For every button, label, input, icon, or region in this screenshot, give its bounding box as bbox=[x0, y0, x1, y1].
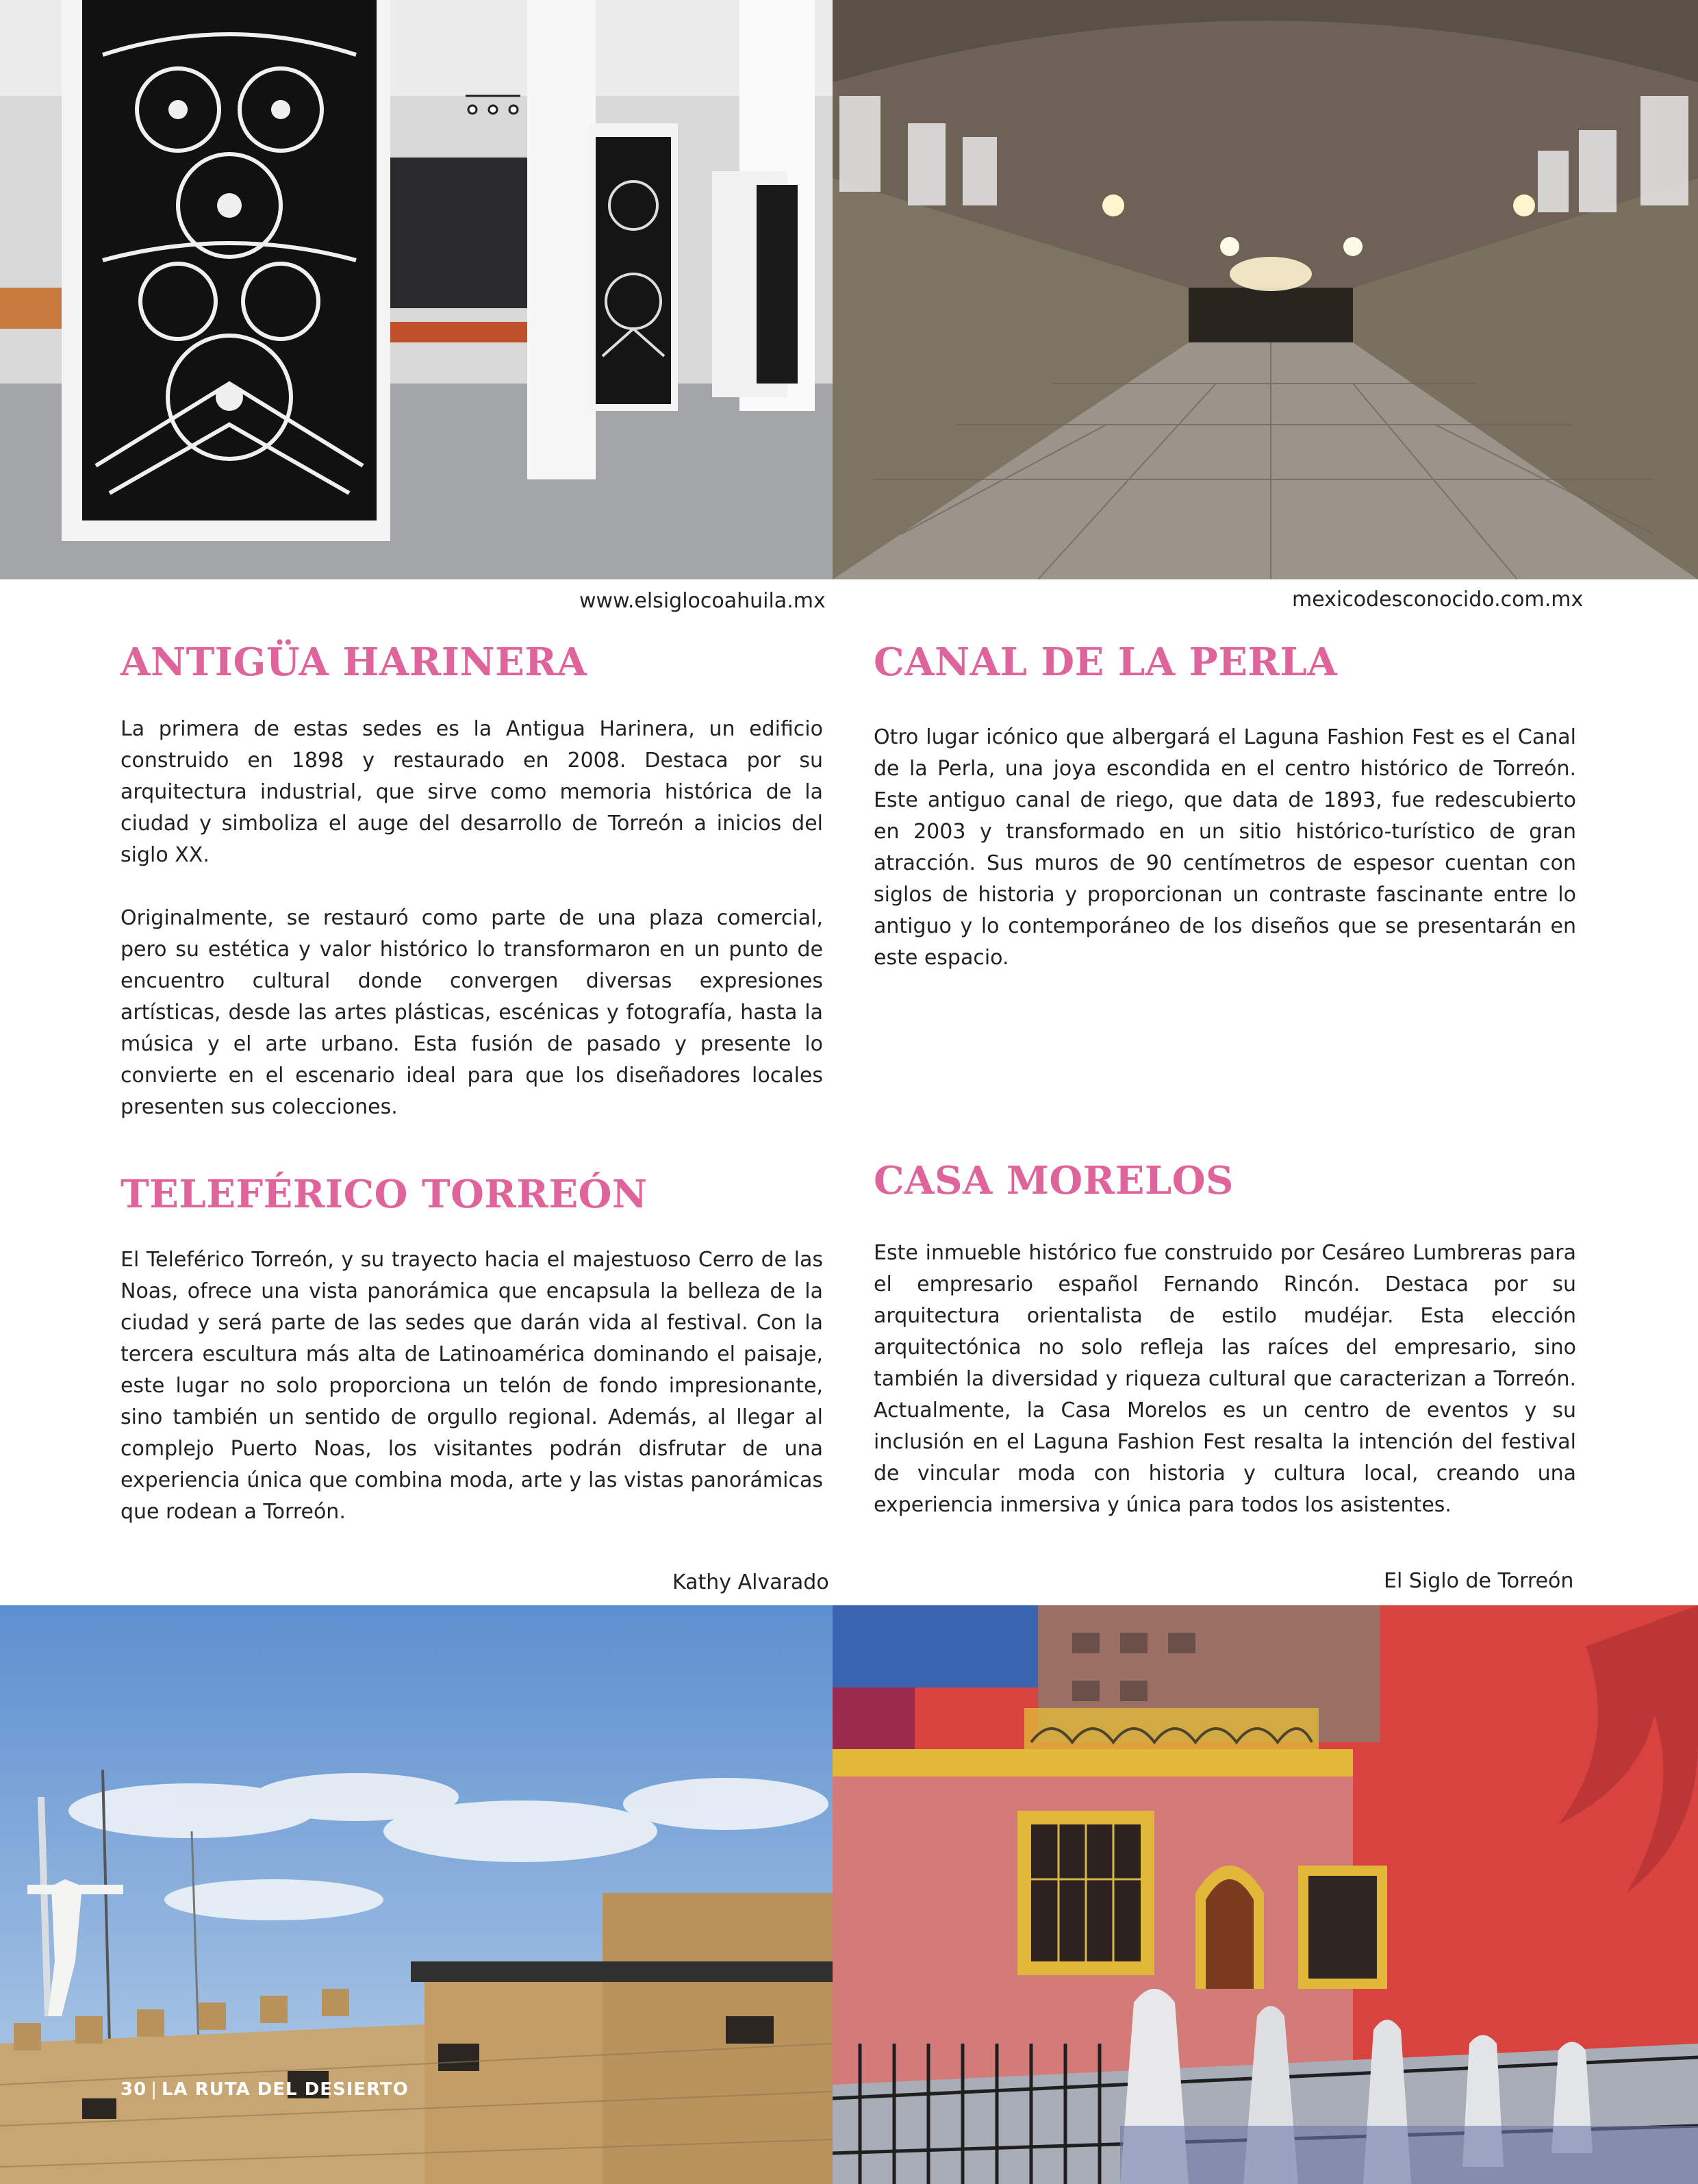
magazine-name: LA RUTA DEL DESIERTO bbox=[161, 2079, 409, 2100]
photo-credit-elsiglo: www.elsiglocoahuila.mx bbox=[579, 589, 826, 613]
page-number: 30 bbox=[121, 2079, 147, 2100]
section-body-antigua-harinera bbox=[121, 714, 823, 1123]
tunnel-photo bbox=[833, 0, 1698, 579]
paragraph: La primera de estas sedes es la Antigua Harinera, un edificio construido en 1898 y restaurado en 2008. Destaca por su arquitectura industrial, que sirve como memoria histórica de la ciudad y simboliza el auge del desarrollo de Torreón a inicios del siglo XX. bbox=[121, 717, 823, 867]
photo-credit-mexicodesconocido: mexicodesconocido.com.mx bbox=[1292, 588, 1584, 612]
paragraph: Otro lugar icónico que albergará el Laguna Fashion Fest es el Canal de la Perla, una joya escondida en el centro histórico de Torreón. Este antiguo canal de riego, que data de 1893, fue redescubierto en 2003 y transformado en un sitio histórico-turístico de gran atracción. Sus muros de 90 centímetros de espesor cuentan con siglos de historia y proporcionan un contraste fascinante entre lo antiguo y lo contemporáneo de los diseños que se presentarán en este espacio. bbox=[874, 725, 1576, 970]
gallery-photo bbox=[0, 0, 833, 579]
photo-credit-kathy-alvarado: Kathy Alvarado bbox=[672, 1570, 829, 1594]
mudejar-house-photo-icon bbox=[833, 1605, 1698, 2184]
casa-morelos-photo bbox=[833, 1605, 1698, 2184]
page-footer bbox=[121, 2079, 409, 2100]
stone-tunnel-photo-icon bbox=[833, 0, 1698, 579]
section-title-casa-morelos: CASA MORELOS bbox=[874, 1158, 1234, 1203]
paragraph: Este inmueble histórico fue construido por Cesáreo Lumbreras para el empresario español Fernando Rincón. Destaca por su arquitectura orientalista de estilo mudéjar. Esta elección arquitectónica no solo refleja las raíces del empresario, sino también la diversidad y riqueza cultural que caracterizan a Torreón. Actualmente, la Casa Morelos es un centro de eventos y su inclusión en el Laguna Fashion Fest resalta la intención del festival de vincular moda con historia y cultura local, creando una experiencia inmersiva y única para todos los asistentes. bbox=[874, 1241, 1576, 1517]
section-title-antigua-harinera: ANTIGÜA HARINERA bbox=[121, 640, 587, 685]
footer-separator: | bbox=[151, 2079, 157, 2100]
paragraph: El Teleférico Torreón, y su trayecto hacia el majestuoso Cerro de las Noas, ofrece una vista panorámica que encapsula la belleza de la ciudad y será parte de las sedes que darán vida al festival. Con la tercera escultura más alta de Latinoamérica dominando el paisaje, este lugar no solo proporciona un telón de fondo impresionante, sino también un sentido de orgullo regional. Además, al llegar al complejo Puerto Noas, los visitantes podrán disfrutar de una experiencia única que combina moda, arte y las vistas panorámicas que rodean a Torreón. bbox=[121, 1248, 823, 1524]
photo-credit-el-siglo-de-torreon: El Siglo de Torreón bbox=[1384, 1569, 1574, 1593]
section-body-canal-de-la-perla bbox=[874, 722, 1576, 974]
paragraph: Originalmente, se restauró como parte de una plaza comercial, pero su estética y valor histórico lo transformaron en un punto de encuentro cultural donde convergen diversas expresiones artísticas, desde las artes plásticas, escénicas y fotografía, hasta la música y el arte urbano. Esta fusión de pasado y presente lo convierte en el escenario ideal para que los diseñadores locales presenten sus colecciones. bbox=[121, 906, 823, 1119]
section-body-teleferico bbox=[121, 1244, 823, 1528]
art-gallery-photo-icon bbox=[0, 0, 833, 579]
section-body-casa-morelos bbox=[874, 1238, 1576, 1521]
section-title-teleferico: TELEFÉRICO TORREÓN bbox=[121, 1172, 648, 1217]
section-title-canal-de-la-perla: CANAL DE LA PERLA bbox=[874, 640, 1338, 685]
